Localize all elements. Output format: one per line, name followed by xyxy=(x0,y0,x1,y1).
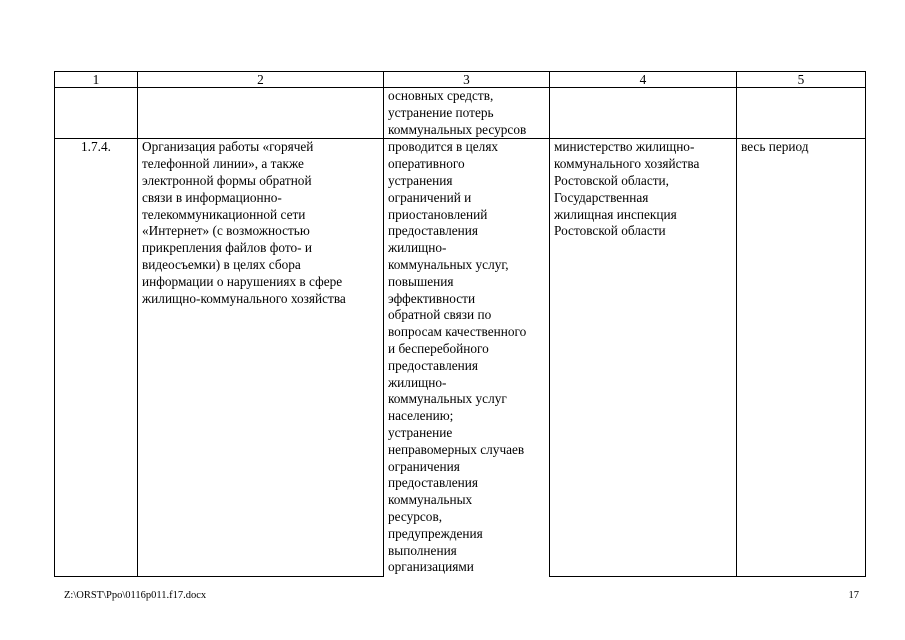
text-line: электронной формы обратной xyxy=(142,172,312,188)
text-line: оперативного xyxy=(388,156,465,172)
text-line: приостановлений xyxy=(388,206,488,222)
row-number: 1.7.4. xyxy=(55,139,138,576)
text-line: связи в информационно- xyxy=(142,189,282,205)
header-cell-2: 2 xyxy=(138,72,384,88)
header-cell-3: 3 xyxy=(384,72,550,88)
text-line: коммунальных услуг, xyxy=(388,256,509,272)
text-line: Ростовской области, xyxy=(554,172,669,188)
text-line: эффективности xyxy=(388,290,476,306)
text-line: и бесперебойного xyxy=(388,340,489,356)
cell-continuation-text xyxy=(384,88,550,139)
text-line: предоставления xyxy=(388,223,479,239)
text-line: коммунальных услуг xyxy=(388,391,507,407)
text-line: предупреждения xyxy=(388,525,483,541)
text-line: основных средств, xyxy=(388,88,494,103)
text-line: жилищно-коммунального хозяйства xyxy=(142,290,346,306)
text-line: повышения xyxy=(388,273,454,289)
text-line: коммунального хозяйства xyxy=(554,156,700,172)
table-row-continuation xyxy=(55,88,866,139)
cell-empty xyxy=(550,88,737,139)
text-line: проводится в целях xyxy=(388,139,499,155)
text-line: Ростовской области xyxy=(554,223,666,239)
text-line: организациями xyxy=(388,559,474,575)
responsible-executors xyxy=(550,139,737,576)
execution-period: весь период xyxy=(737,139,866,576)
table-header-row xyxy=(55,72,866,88)
text-line: телекоммуникационной сети xyxy=(142,206,306,222)
text-line: ресурсов, xyxy=(388,508,443,524)
text-line: предоставления xyxy=(388,475,479,491)
text-line: коммунальных xyxy=(388,492,473,508)
text-line: обратной связи по xyxy=(388,307,492,323)
text-line: Организация работы «горячей xyxy=(142,139,314,155)
page-number: 17 xyxy=(848,590,859,601)
event-purpose xyxy=(384,139,550,576)
text-line: ограничений и xyxy=(388,189,472,205)
header-cell-1: 1 xyxy=(55,72,138,88)
cell-empty xyxy=(737,88,866,139)
text-line: жилищная инспекция xyxy=(554,206,677,222)
text-line: «Интернет» (с возможностью xyxy=(142,223,310,239)
text-line: видеосъемки) в целях сбора xyxy=(142,256,301,272)
text-line: информации о нарушениях в сфере xyxy=(142,273,343,289)
text-line: неправомерных случаев xyxy=(388,441,525,457)
text-line: телефонной линии», а также xyxy=(142,156,304,172)
text-line: ограничения xyxy=(388,458,460,474)
text-line: коммунальных ресурсов xyxy=(388,121,527,137)
text-line: населению; xyxy=(388,408,454,424)
header-cell-4: 4 xyxy=(550,72,737,88)
text-line: министерство жилищно- xyxy=(554,139,695,155)
text-line: устранения xyxy=(388,172,453,188)
text-line: выполнения xyxy=(388,542,457,558)
text-line: предоставления xyxy=(388,357,479,373)
text-line: устранение потерь xyxy=(388,104,494,120)
main-table xyxy=(54,71,866,577)
text-line: Государственная xyxy=(554,189,649,205)
header-cell-5: 5 xyxy=(737,72,866,88)
text-line: вопросам качественного xyxy=(388,324,527,340)
cell-empty xyxy=(55,88,138,139)
text-line: жилищно- xyxy=(388,374,447,390)
text-line: жилищно- xyxy=(388,240,447,256)
text-line: прикрепления файлов фото- и xyxy=(142,240,312,256)
table-row-1-7-4 xyxy=(55,139,866,576)
cell-empty xyxy=(138,88,384,139)
event-description xyxy=(138,139,384,576)
footer-file-path: Z:\ORST\Ppo\0116p011.f17.docx xyxy=(64,590,207,601)
text-line: устранение xyxy=(388,424,453,440)
